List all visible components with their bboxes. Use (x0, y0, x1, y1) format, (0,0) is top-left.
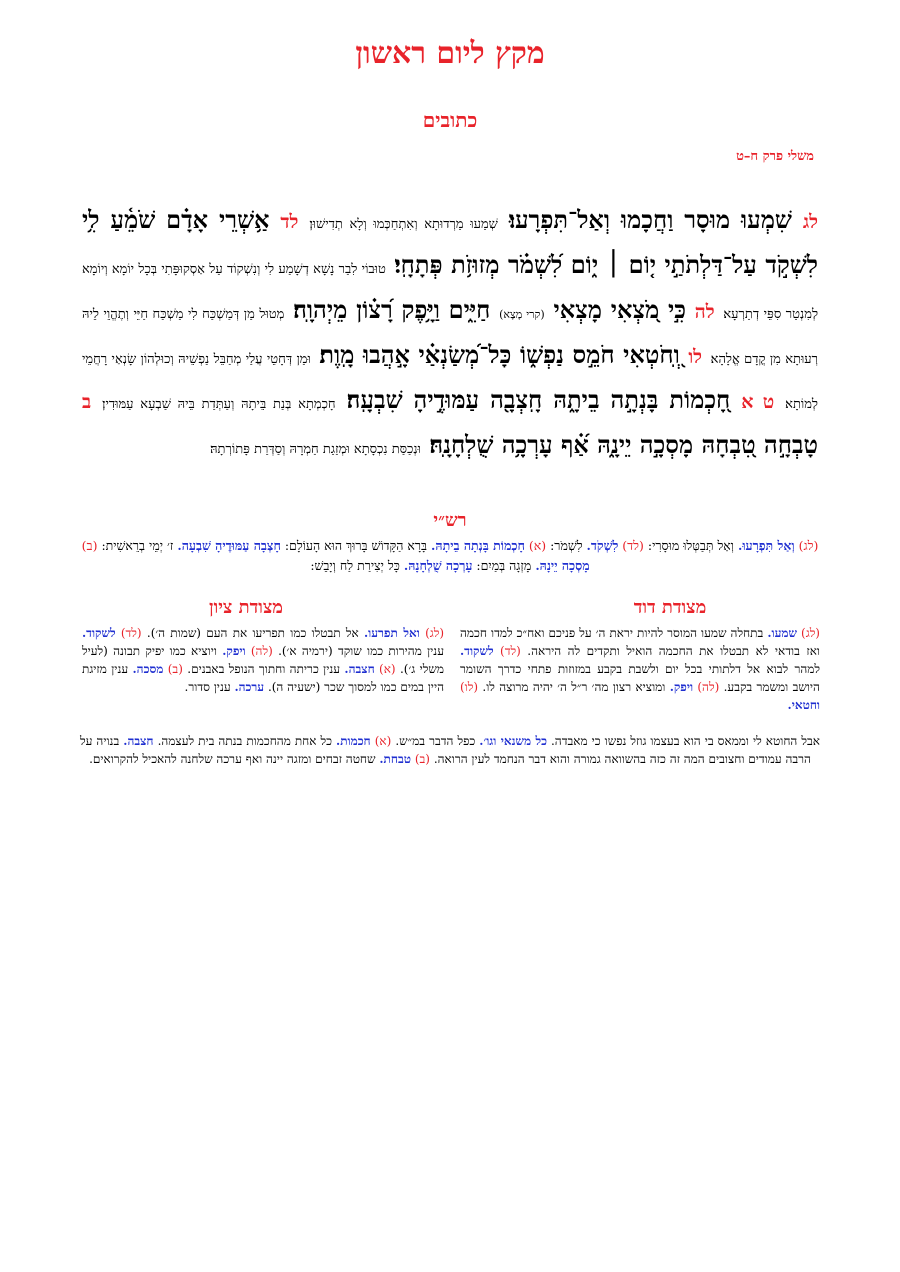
targum-text: וּמַן דְּחָטֵי עֲלַי מְחַבֵּל נַפְשֵׁיהּ וְכוּלְהוֹן שָׂנְאַי רָחֲמֵי לְמוֹתָא׃ (82, 352, 818, 412)
verse-ref: (א) (379, 662, 396, 676)
verse-number: לד (280, 211, 299, 233)
commentary-text: בָּרָא הַקָּדוֹשׁ בָּרוּךְ הוּא הָעוֹלָם: (284, 538, 428, 553)
dibbur-hamatchil: כל משנאי וגו׳. (479, 734, 547, 748)
commentary-text: ענין מזיגת היין במים כמו למסוך שכר (ישעיה ה). (82, 662, 444, 694)
dibbur-hamatchil: מסכה. (132, 662, 164, 676)
dibbur-hamatchil: עָרְכָה שֻׁלְחָנָהּ. (403, 558, 473, 573)
verse-ref: (א) (374, 734, 392, 748)
commentary-text: אל תבטלו כמו תפריעו את העם (שמות ה׳). (146, 626, 359, 640)
dibbur-hamatchil: חצבה. (123, 734, 154, 748)
verse-number: לג (802, 211, 819, 233)
dibbur-hamatchil: חָצְבָה עַמּוּדֶיהָ שִׁבְעָה. (177, 538, 281, 553)
commentary-text: כפל הדבר במ״ש. (395, 734, 476, 748)
verse-ref: (לו) (460, 680, 479, 694)
verse-ref: (לה) (697, 680, 720, 694)
dibbur-hamatchil: שמעו. (767, 626, 797, 640)
dibbur-hamatchil: מָסְכָה יֵינָהּ. (535, 558, 590, 573)
verse-number: ט א (741, 391, 775, 413)
commentary-text: כָּל יְצִירַת לַח וְיָבֵשׁ: (310, 558, 400, 573)
dibbur-hamatchil: לִשְׁקֹד. (586, 538, 619, 553)
commentary-text: ענין מהירות כמו שוקד (ירמיה א׳). (278, 644, 444, 658)
commentary-text: בנויה על הרבה עמודים וחצובים המה זה כזה בהשוואה גמורה והוא דבר הנחמד לעין הרואה. (80, 734, 811, 766)
metzudat-zion-column (82, 624, 444, 696)
dibbur-hamatchil: ערכה. (234, 680, 265, 694)
verse-text: וְֽ֭חֹטְאִי חֹמֵ֣ס נַפְשׁ֑וֹ כָּל־מְ֝שַׂנְאַ֗י אָ֣הֲבוּ מָֽוֶת׃ (319, 340, 680, 369)
metzudat-david-heading: מצודת דוד (633, 597, 707, 618)
verse-ref: (ב) (81, 538, 98, 553)
dibbur-hamatchil: ויפק. (222, 644, 246, 658)
dibbur-hamatchil: חָכְמוֹת בָּנְתָה בֵיתָהּ. (431, 538, 525, 553)
commentary-text: ומוציא רצון מה׳ ר״ל ה׳ יהיה מרוצה לו. (482, 680, 666, 694)
verse-text: אַ֥שְׁרֵי אָדָ֗ם שֹׁמֵ֫עַ לִ֥י לִשְׁקֹ֣ד עַל־דַּלְתֹתַ֣י י֤וֹם ׀ י֑וֹם לִ֝שְׁמֹ֗ר מְזוּזֹ֥ת פְּתָחָֽי׃ (82, 205, 818, 279)
verse-text: טָבְחָ֣ה טִ֭בְחָהּ מָסְכָ֣ה יֵינָ֑הּ אַ֝֗ף עָרְכָ֥ה שֻׁלְחָנָֽהּ׃ (429, 430, 818, 459)
verse-text: כִּ֣י מֹ֭צְאִי מָצְאִי (553, 295, 686, 324)
verse-ref: (לג) (801, 626, 820, 640)
page-title: מקץ ליום ראשון (355, 36, 545, 71)
verse-ref: (לה) (250, 644, 273, 658)
qere-note: (קרי מָצָא) (499, 308, 545, 321)
verse-ref: (ב) (167, 662, 183, 676)
targum-text: וּנְכַסַּת נִכְסָתָא וּמְזַגַת חַמְרָהּ וְסַדְּרַת פָּתוֹרְתָהּ׃ (210, 442, 421, 457)
verse-ref: (לד) (120, 626, 142, 640)
dibbur-hamatchil: חצבה. (344, 662, 375, 676)
dibbur-hamatchil: לשקוד. (460, 644, 494, 658)
rashi-heading: רש״י (433, 510, 467, 531)
commentary-text: מָזְגָה בְּמַיִם: (476, 558, 532, 573)
metzudat-zion-heading: מצודת ציון (209, 597, 283, 618)
commentary-text: בתחלה שמעו המוסר להיות יראת ה׳ על פניכם ואח״כ למדו חכמה ואז בודאי לא תבטלו את החכמה הואיל ותקדים לה היראה. (460, 626, 820, 658)
verse-ref: (ב) (414, 752, 430, 766)
commentary-text: אבל החוטא לי וממאס בי הוא בעצמו גוזל נפשו כי מאבדה. (550, 734, 820, 748)
dibbur-hamatchil: לשקוד. (82, 626, 116, 640)
dibbur-hamatchil: ואל תפרעו. (363, 626, 420, 640)
verse-ref: (לג) (798, 538, 819, 553)
verse-ref: (לד) (500, 644, 521, 658)
verse-number: לה (694, 301, 715, 323)
verse-ref: (א) (528, 538, 547, 553)
targum-text: טוּבוֹי לִבַר נָשָׁא דְשָׁמַע לִי וְנִשְׁקוֹד עַל אַסְקוּפָּתִי בְּכָל יוֹמָא וְיוֹמָא לְמִנְטַר סִפֵּי דְתַרְעָא׃ (82, 262, 819, 322)
page-subtitle: כתובים (422, 108, 478, 132)
verse-ref: (לג) (425, 626, 445, 640)
rashi-commentary (78, 536, 822, 576)
targum-text: מְטוּל מַן דְּמַשְׁכַּח לִי מַשְׁכַּח חַיֵּי וְתֶהֱוֵי לֵיהּ רְעוּתָא מִן קֳדָם אֱלָהָא׃ (82, 307, 819, 367)
chapter-reference: משלי פרק ח–ט (736, 149, 814, 164)
dibbur-hamatchil: וחטאי. (787, 698, 820, 712)
commentary-text: כל אחת מהחכמות בנתה בית לעצמה. (157, 734, 332, 748)
dibbur-hamatchil: חכמות. (336, 734, 371, 748)
commentary-text: וְאַל תְּבַטְּלוּ מוּסָרִי: (647, 538, 734, 553)
commentary-text: ענין סדור. (184, 680, 231, 694)
verse-text: שִׁמְעוּ מוּסָר וַחֲכָמוּ וְאַל־תִּפְרָעוּ׃ (508, 205, 792, 234)
commentary-text: למהר לבוא אל דלתותי בכל יום ולשבת בקבע במזוזות פתחי כדרך השומר היושב ומשמר בקבע. (460, 662, 820, 694)
dibbur-hamatchil: טבחת. (379, 752, 412, 766)
metzudat-david-continuation (80, 732, 820, 768)
dibbur-hamatchil: ויפק. (669, 680, 694, 694)
commentary-text: ז׳ יְמֵי בְרֵאשִׁית: (101, 538, 174, 553)
verse-number: לו (688, 346, 703, 368)
verse-text: חָ֭כְמוֹת בָּנְתָ֣ה בֵיתָ֑הּ חָֽצְבָ֖ה עַמּוּדֶ֣יהָ שִׁבְעָֽה׃ (346, 385, 731, 414)
commentary-text: שחטה זבחים ומזגה יינה ואף ערכה שלחנה להאכיל להקרואים. (89, 752, 376, 766)
main-text (82, 200, 818, 470)
commentary-text: לִשְׁמֹר: (550, 538, 583, 553)
verse-ref: (לד) (622, 538, 644, 553)
dibbur-hamatchil: וְאַל תִּפְרָעוּ. (737, 538, 795, 553)
targum-text: שְׁמַעוּ מַרְדוּתָא וְאִתְחַכְּמוּ וְלָא תְדִישׁוּן׃ (309, 217, 498, 232)
verse-number: ב (82, 391, 92, 413)
metzudat-david-column (460, 624, 820, 732)
commentary-text: ענין כריתה וחתוך הנופל באבנים. (187, 662, 341, 676)
commentary-text: ויוציא כמו יפיק תבונה (לעיל משלי ג׳). (82, 644, 444, 676)
verse-text: חַיִּ֑ים וַיָּ֥פֶק רָ֝צ֗וֹן מֵיְהוָֽה׃ (293, 295, 491, 324)
targum-text: חָכְמְתָא בְּנַת בֵּיתָהּ וְעַתְּדַת בֵּיהּ שַׁבְעָא עַמּוּדִין׃ (102, 397, 336, 412)
